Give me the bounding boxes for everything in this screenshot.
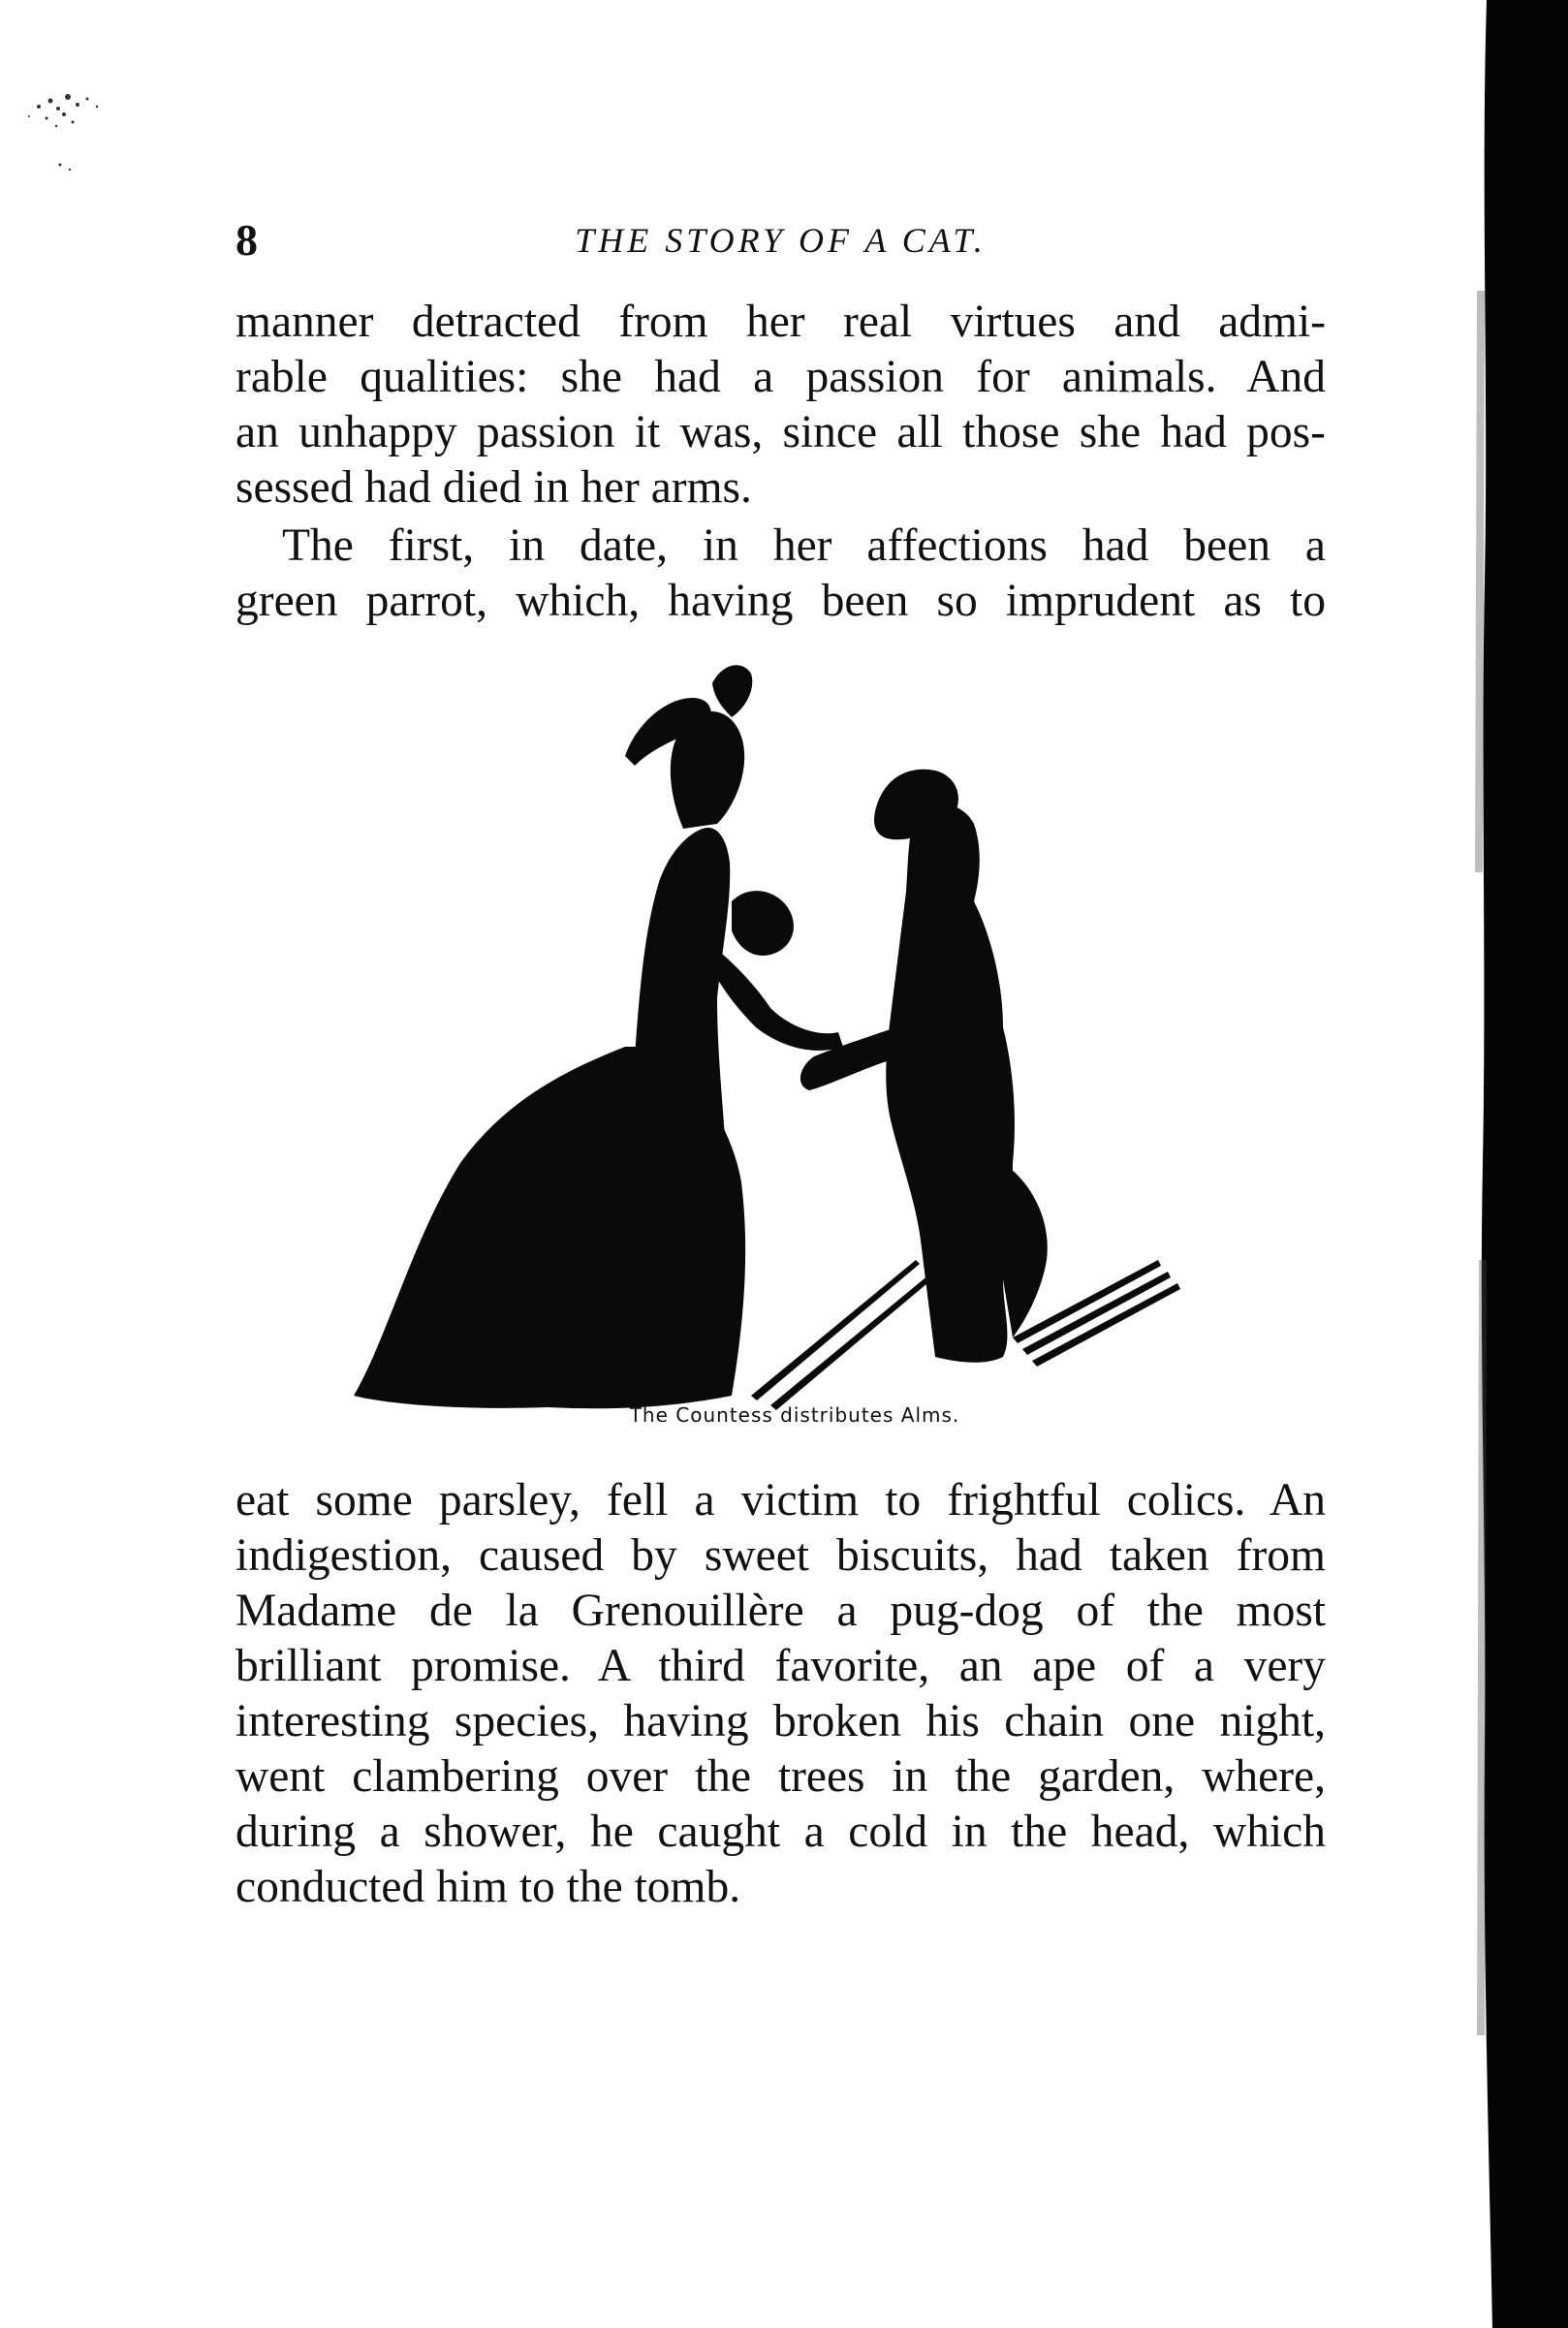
text-line: green parrot, which, having been so imprudent as to [235, 576, 1326, 626]
text-line: Madame de la Grenouillère a pug-dog of the most [235, 1586, 1326, 1636]
running-title: THE STORY OF A CAT. [575, 221, 987, 260]
text-line: indigestion, caused by sweet biscuits, had taken from [235, 1530, 1326, 1581]
hat-plume [712, 665, 752, 717]
text-line: during a shower, he caught a cold in the head, which [235, 1807, 1326, 1857]
text-line: eat some parsley, fell a victim to frightful colics. An [235, 1475, 1326, 1526]
ground-hatch [1022, 1272, 1171, 1355]
text-line: The first, in date, in her affections had been a [282, 520, 1326, 571]
text-line: manner detracted from her real virtues and admi- [235, 297, 1326, 347]
ground-hatch [751, 1260, 920, 1400]
ground-hatch [770, 1270, 939, 1410]
running-header [235, 211, 1326, 269]
text-line: went clambering over the trees in the garden, where, [235, 1751, 1326, 1802]
lapdog [732, 891, 794, 956]
text-line: rable qualities: she had a passion for animals. And [235, 352, 1326, 402]
paragraph-3 [235, 1473, 1326, 1915]
beggar-figure [886, 803, 1015, 1363]
text-line: sessed had died in her arms. [235, 462, 752, 513]
binding-edge [1465, 0, 1568, 2328]
text-line: conducted him to the tomb. [235, 1862, 741, 1912]
text-line: interesting species, having broken his chain one night, [235, 1696, 1326, 1746]
paper-specks [0, 58, 155, 194]
page-number: 8 [235, 215, 258, 265]
text-line: an unhappy passion it was, since all those she had pos- [235, 407, 1326, 457]
paragraph-2 [235, 519, 1326, 629]
ground-hatch [1032, 1283, 1180, 1367]
silhouette-illustration [334, 659, 1260, 1415]
paragraph-1 [235, 295, 1326, 516]
illustration-caption: The Countess distributes Alms. [629, 1403, 960, 1427]
countess-arm [712, 950, 843, 1051]
beggar-rags [1003, 1163, 1048, 1337]
text-line: brilliant promise. A third favorite, an ape of a very [235, 1641, 1326, 1691]
